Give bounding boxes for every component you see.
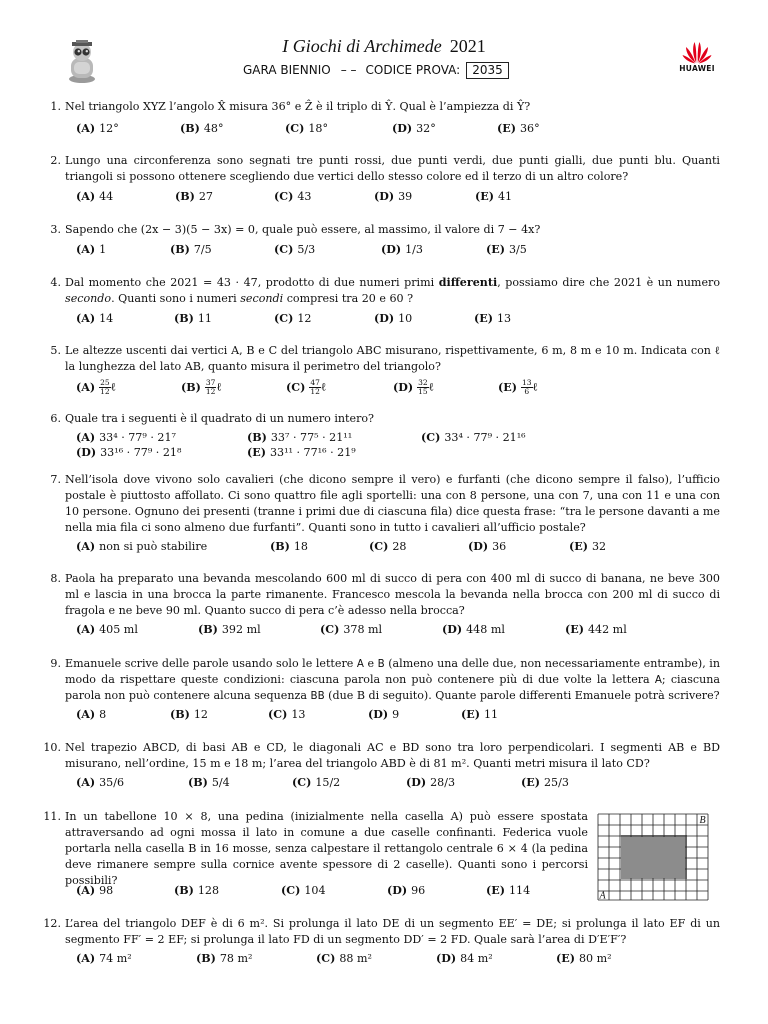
option-c[interactable] — [316, 952, 372, 965]
option-value: 104 — [304, 884, 326, 897]
option-value: 41 — [497, 190, 513, 203]
option-value: 74 m² — [99, 952, 132, 965]
answer-options-11 — [76, 884, 726, 900]
option-d[interactable] — [381, 243, 423, 256]
option-b[interactable] — [174, 312, 212, 325]
option-value: non si può stabilire — [99, 540, 208, 553]
option-value: 36 — [492, 540, 507, 553]
option-letter: (D) — [392, 122, 413, 135]
question-number: 7. — [50, 473, 61, 486]
option-c[interactable] — [274, 190, 311, 203]
italic-term: secondi — [240, 292, 284, 305]
option-letter: (E) — [569, 540, 588, 553]
option-e[interactable] — [556, 952, 612, 965]
denominator: 15 — [418, 387, 428, 396]
option-value: 27 — [198, 190, 213, 203]
option-value: 128 — [197, 884, 220, 897]
option-d[interactable] — [392, 122, 436, 135]
option-a[interactable] — [76, 122, 119, 135]
answer-options-6-row2 — [76, 446, 726, 462]
option-e[interactable] — [474, 312, 511, 325]
text-part: compresi tra 20 e 60 ? — [283, 292, 414, 305]
option-c[interactable] — [320, 623, 382, 636]
option-value: 442 ml — [587, 623, 627, 636]
option-letter: (C) — [316, 952, 336, 965]
option-c[interactable] — [281, 884, 326, 897]
question-number: 8. — [50, 572, 61, 585]
huawei-logo — [672, 40, 722, 84]
denominator: 12 — [310, 387, 320, 396]
option-b[interactable] — [270, 540, 308, 553]
option-value: 96 — [411, 884, 426, 897]
option-value: 33⁴ · 77⁹ · 21¹⁶ — [444, 431, 526, 444]
option-letter: (C) — [320, 623, 340, 636]
option-value: 12° — [99, 122, 119, 135]
fraction — [309, 379, 321, 396]
title-text: I Giochi di Archimede — [282, 36, 442, 56]
italic-term: secondo — [65, 292, 112, 305]
central-rectangle-fill — [621, 837, 685, 878]
option-letter: (C) — [369, 540, 389, 553]
option-letter: (E) — [486, 884, 505, 897]
option-letter: (B) — [170, 243, 190, 256]
option-value: 10 — [398, 312, 413, 325]
option-d[interactable] — [393, 379, 434, 396]
cell-b-label: B — [699, 815, 706, 826]
question-3 — [40, 222, 720, 238]
option-letter: (A) — [76, 122, 96, 135]
ell-symbol: ℓ — [216, 380, 222, 394]
option-letter: (B) — [247, 431, 267, 444]
question-text: Paola ha preparato una bevanda mescolando 600 ml di succo di pera con 400 ml di succo di banana, ne beve 300 ml e lascia in una brocca la parte rimanente. Francesco mescola la bevanda nella brocca con 200 ml di succo di fragola e ne beve 90 ml. Quanto succo di pera c’è adesso nella brocca? — [65, 572, 720, 617]
question-12 — [40, 916, 720, 948]
question-11 — [40, 809, 588, 889]
code-value: 2035 — [466, 62, 509, 79]
option-d[interactable] — [374, 190, 412, 203]
option-value: 1/3 — [405, 243, 423, 256]
option-value: 78 m² — [219, 952, 253, 965]
option-value: 33¹¹ · 77¹⁶ · 21⁹ — [269, 446, 356, 459]
option-value: 15/2 — [315, 776, 341, 789]
question-2 — [40, 153, 720, 185]
option-d[interactable] — [468, 540, 506, 553]
option-d[interactable] — [442, 623, 505, 636]
question-8 — [40, 571, 720, 619]
emphasis-text: differenti — [438, 276, 498, 289]
option-letter: (D) — [393, 380, 414, 394]
option-b[interactable] — [170, 243, 212, 256]
option-letter: (A) — [76, 312, 96, 325]
option-letter: (E) — [475, 190, 494, 203]
option-letter: (C) — [281, 884, 301, 897]
question-text — [65, 656, 720, 704]
option-letter: (B) — [170, 708, 190, 721]
option-a[interactable] — [76, 540, 207, 553]
question-number: 4. — [50, 276, 61, 289]
question-number: 5. — [50, 344, 61, 357]
level-label: GARA BIENNIO — [243, 63, 331, 77]
option-b[interactable] — [180, 122, 224, 135]
numerator: 13 — [521, 378, 532, 387]
option-b[interactable] — [174, 884, 219, 897]
question-text: Le altezze uscenti dai vertici A, B e C del triangolo ABC misurano, rispettivamente, 6 m, 8 m e 10 m. Indicata con ℓ la lunghezza del lato AB, quanto misura il perimetro del triangolo? — [65, 344, 720, 373]
answer-options-6-row1 — [76, 431, 726, 447]
answer-options-10 — [76, 776, 726, 792]
ell-symbol: ℓ — [532, 380, 538, 394]
answer-options-2 — [76, 190, 726, 206]
option-value: 33⁷ · 77⁵ · 21¹¹ — [270, 431, 353, 444]
option-value: 39 — [398, 190, 413, 203]
option-value: 13 — [291, 708, 306, 721]
answer-options-3 — [76, 243, 726, 259]
option-c[interactable] — [268, 708, 305, 721]
text-part: . Quanti sono i numeri — [111, 292, 241, 305]
answer-options-7 — [76, 540, 726, 556]
option-value: 5/4 — [211, 776, 230, 789]
question-10 — [40, 740, 720, 772]
text-part: Emanuele scrive delle parole usando solo le lettere — [65, 657, 357, 670]
question-text: Quale tra i seguenti è il quadrato di un numero intero? — [65, 412, 374, 425]
option-letter: (C) — [268, 708, 288, 721]
question-number: 11. — [43, 810, 61, 823]
question-text: Lungo una circonferenza sono segnati tre punti rossi, due punti verdi, due punti gialli, due punti blu. Quanti triangoli si possono ottenere scegliendo due vertici dello stesso colore ed il terzo di un altro colore? — [65, 154, 720, 183]
option-letter: (B) — [198, 623, 218, 636]
question-9 — [40, 656, 720, 704]
option-letter: (E) — [556, 952, 575, 965]
option-letter: (A) — [76, 431, 96, 444]
option-value: 9 — [392, 708, 400, 721]
option-value: 114 — [508, 884, 531, 897]
option-b[interactable] — [188, 776, 230, 789]
question-6 — [40, 411, 720, 427]
option-letter: (A) — [76, 540, 96, 553]
question-number: 2. — [50, 154, 61, 167]
option-letter: (B) — [180, 122, 200, 135]
text-part: e — [363, 657, 378, 670]
option-e[interactable] — [486, 884, 530, 897]
option-a[interactable] — [76, 190, 113, 203]
letter-symbol: B — [377, 658, 385, 670]
option-c[interactable] — [286, 379, 326, 396]
question-text: In un tabellone 10 × 8, una pedina (inizialmente nella casella A) può essere spostata attraversando ad ogni mossa il lato in comune a due caselle confinanti. Federica vuole portarla nella casella B in 16 mosse, senza calpestare il rettangolo centrale 6 × 4 (la pedina deve rimanere sempre sulla cornice avente spessore di 2 caselle). Quanti sono i percorsi possibili? — [65, 810, 588, 887]
letter-symbol: BB — [310, 690, 325, 702]
option-a[interactable] — [76, 379, 116, 396]
option-value: 448 ml — [466, 623, 505, 636]
option-value: 88 m² — [339, 952, 372, 965]
option-e[interactable] — [461, 708, 498, 721]
option-letter: (A) — [76, 708, 96, 721]
huawei-flower-icon — [682, 40, 712, 64]
option-e[interactable] — [565, 623, 627, 636]
option-letter: (C) — [274, 312, 294, 325]
option-b[interactable] — [170, 708, 208, 721]
question-text: Sapendo che (2x − 3)(5 − 3x) = 0, quale può essere, al massimo, il valore di 7 − 4x? — [65, 223, 541, 236]
option-c[interactable] — [285, 122, 328, 135]
option-letter: (E) — [497, 122, 516, 135]
option-letter: (C) — [274, 243, 294, 256]
option-value: 25/3 — [543, 776, 569, 789]
text-part: ; ciascuna parola non può contenere alcuna sequenza — [65, 673, 721, 702]
option-value: 8 — [99, 708, 107, 721]
denominator: 12 — [100, 387, 110, 396]
numerator: 37 — [205, 378, 216, 387]
option-letter: (E) — [247, 446, 266, 459]
option-letter: (E) — [461, 708, 480, 721]
option-d[interactable] — [406, 776, 455, 789]
denominator: 12 — [205, 387, 216, 396]
fraction — [417, 379, 429, 396]
option-d[interactable] — [387, 884, 425, 897]
option-letter: (A) — [76, 952, 96, 965]
separator: – – — [340, 63, 357, 77]
option-value: 36° — [519, 122, 540, 135]
option-letter: (C) — [292, 776, 312, 789]
option-letter: (A) — [76, 190, 96, 203]
option-letter: (C) — [286, 380, 306, 394]
ell-symbol: ℓ — [110, 380, 116, 394]
option-value: 18° — [308, 122, 328, 135]
option-b[interactable] — [198, 623, 261, 636]
option-value: 44 — [99, 190, 114, 203]
letter-symbol: A — [654, 674, 662, 686]
option-letter: (A) — [76, 884, 96, 897]
question-text: Nel triangolo XYZ l’angolo X̂ misura 36° e Ẑ è il triplo di Ŷ. Qual è l’ampiezza di Ŷ? — [65, 100, 531, 113]
option-letter: (B) — [181, 380, 201, 394]
option-a[interactable] — [76, 312, 113, 325]
option-value: 405 ml — [99, 623, 138, 636]
option-value: 80 m² — [578, 952, 612, 965]
option-letter: (D) — [374, 312, 395, 325]
document-title — [0, 36, 768, 57]
numerator: 32 — [418, 378, 428, 387]
option-e[interactable] — [247, 446, 356, 459]
option-c[interactable] — [292, 776, 340, 789]
question-text: Nel trapezio ABCD, di basi AB e CD, le diagonali AC e BD sono tra loro perpendicolari. I segmenti AB e BD misurano, nell’ordine, 15 m e 18 m; l’area del triangolo ABD è di 81 m². Quanti metri misura il lato CD? — [65, 741, 720, 770]
code-label: CODICE PROVA: — [365, 63, 461, 77]
question-text — [65, 275, 720, 307]
option-e[interactable] — [486, 243, 527, 256]
option-letter: (D) — [381, 243, 402, 256]
option-letter: (B) — [196, 952, 216, 965]
numerator: 47 — [310, 378, 320, 387]
option-letter: (A) — [76, 243, 96, 256]
option-value: 14 — [99, 312, 114, 325]
option-e[interactable] — [569, 540, 606, 553]
option-value: 35/6 — [99, 776, 125, 789]
option-letter: (B) — [270, 540, 290, 553]
ell-symbol: ℓ — [428, 380, 434, 394]
question-4 — [40, 275, 720, 307]
option-value: 28/3 — [430, 776, 456, 789]
text-part: (due B di seguito). Quante parole differenti Emanuele potrà scrivere? — [324, 689, 720, 702]
question-number: 6. — [50, 412, 61, 425]
denominator: 6 — [524, 387, 530, 396]
option-letter: (A) — [76, 776, 96, 789]
numerator: 25 — [100, 378, 110, 387]
option-value: 18 — [293, 540, 308, 553]
option-value: 12 — [193, 708, 208, 721]
option-value: 33⁴ · 77⁹ · 21⁷ — [99, 431, 176, 444]
text-part: (almeno una delle due, non necessariamente entrambe), in modo da rispettare queste condizioni: ciascuna parola non può contenere più di due volte la lettera — [65, 657, 720, 686]
question-number: 9. — [50, 657, 61, 670]
option-value: 378 ml — [343, 623, 383, 636]
huawei-logo-text: HUAWEI — [679, 64, 715, 73]
option-letter: (B) — [174, 884, 194, 897]
option-letter: (E) — [521, 776, 540, 789]
cell-a-label: A — [599, 890, 606, 901]
option-e[interactable] — [498, 379, 538, 396]
option-value: 48° — [203, 122, 224, 135]
option-letter: (D) — [406, 776, 427, 789]
option-value: 32° — [416, 122, 436, 135]
option-value: 11 — [197, 312, 212, 325]
option-value: 392 ml — [221, 623, 261, 636]
question-text: L’area del triangolo DEF è di 6 m². Si prolunga il lato DE di un segmento EE′ = DE; si prolunga il lato EF di un segmento FF′ = 2 EF; si prolunga il lato FD di un segmento DD′ = 2 FD. Quale sarà l’area di D′E′F′? — [65, 917, 720, 946]
option-d[interactable] — [368, 708, 399, 721]
option-letter: (E) — [565, 623, 584, 636]
option-value: 11 — [483, 708, 499, 721]
option-value: 12 — [297, 312, 312, 325]
option-d[interactable] — [374, 312, 412, 325]
question-number: 3. — [50, 223, 61, 236]
option-letter: (D) — [442, 623, 463, 636]
option-a[interactable] — [76, 708, 106, 721]
option-a[interactable] — [76, 952, 132, 965]
answer-options-12 — [76, 952, 726, 968]
test-info — [243, 62, 509, 79]
option-value: 33¹⁶ · 77⁹ · 21⁸ — [100, 446, 182, 459]
option-a[interactable] — [76, 431, 176, 444]
option-d[interactable] — [436, 952, 493, 965]
option-letter: (D) — [374, 190, 395, 203]
option-letter: (C) — [274, 190, 294, 203]
question-1 — [40, 99, 720, 115]
option-letter: (A) — [76, 380, 96, 394]
option-letter: (D) — [436, 952, 457, 965]
option-letter: (A) — [76, 623, 96, 636]
question-text: Nell’isola dove vivono solo cavalieri (che dicono sempre il vero) e furfanti (che dicono sempre il falso), l’ufficio postale è piuttosto affollato. Ci sono quattro file agli sportelli: una con 8 persone, una con 7, una con 11 e una con 10 persone. Ognuno dei presenti (tranne i primi due di ciascuna fila) dice questa frase: “tra le persone davanti a me nella mia fila ci sono almeno due furfanti”. Quanti sono in tutto i cavalieri all’ufficio postale? — [65, 473, 720, 534]
option-letter: (C) — [285, 122, 305, 135]
answer-options-9 — [76, 708, 726, 724]
title-year: 2021 — [449, 36, 486, 56]
option-letter: (D) — [76, 446, 97, 459]
answer-options-5 — [76, 379, 726, 395]
option-letter: (E) — [474, 312, 493, 325]
option-e[interactable] — [475, 190, 512, 203]
option-letter: (E) — [486, 243, 505, 256]
page-header — [0, 0, 768, 95]
option-b[interactable] — [196, 952, 253, 965]
option-b[interactable] — [181, 379, 222, 396]
option-letter: (B) — [174, 312, 194, 325]
option-letter: (D) — [368, 708, 389, 721]
option-letter: (D) — [387, 884, 408, 897]
fraction — [99, 379, 111, 396]
question-number: 10. — [43, 741, 61, 754]
option-value: 98 — [99, 884, 114, 897]
option-letter: (B) — [175, 190, 195, 203]
option-value: 3/5 — [508, 243, 527, 256]
option-letter: (D) — [468, 540, 489, 553]
option-c[interactable] — [369, 540, 406, 553]
option-value: 7/5 — [193, 243, 212, 256]
answer-options-8 — [76, 623, 726, 639]
option-letter: (B) — [188, 776, 208, 789]
option-a[interactable] — [76, 884, 113, 897]
option-a[interactable] — [76, 776, 124, 789]
option-a[interactable] — [76, 623, 138, 636]
option-letter: (E) — [498, 380, 517, 394]
option-e[interactable] — [521, 776, 569, 789]
option-b[interactable] — [175, 190, 213, 203]
option-c[interactable] — [274, 243, 315, 256]
fraction — [205, 379, 217, 396]
question-7 — [40, 472, 720, 536]
option-c[interactable] — [421, 431, 526, 444]
option-a[interactable] — [76, 243, 106, 256]
option-value: 32 — [591, 540, 607, 553]
option-value: 13 — [496, 312, 512, 325]
option-value: 5/3 — [297, 243, 316, 256]
letter-symbol: A — [356, 658, 364, 670]
question-number: 12. — [43, 917, 61, 930]
option-value: 28 — [392, 540, 407, 553]
question-5 — [40, 343, 720, 375]
answer-options-1 — [76, 122, 726, 138]
option-d[interactable] — [76, 446, 181, 459]
option-value: 1 — [99, 243, 107, 256]
option-value: 43 — [297, 190, 312, 203]
answer-options-4 — [76, 312, 726, 328]
option-b[interactable] — [247, 431, 352, 444]
option-c[interactable] — [274, 312, 311, 325]
option-letter: (C) — [421, 431, 441, 444]
text-part: Dal momento che 2021 = 43 · 47, prodotto di due numeri primi — [65, 276, 439, 289]
option-value: 84 m² — [460, 952, 493, 965]
question-number: 1. — [50, 100, 61, 113]
fraction — [521, 379, 533, 396]
option-e[interactable] — [497, 122, 540, 135]
text-part: , possiamo dire che 2021 è un numero — [497, 276, 721, 289]
ell-symbol: ℓ — [320, 380, 327, 394]
